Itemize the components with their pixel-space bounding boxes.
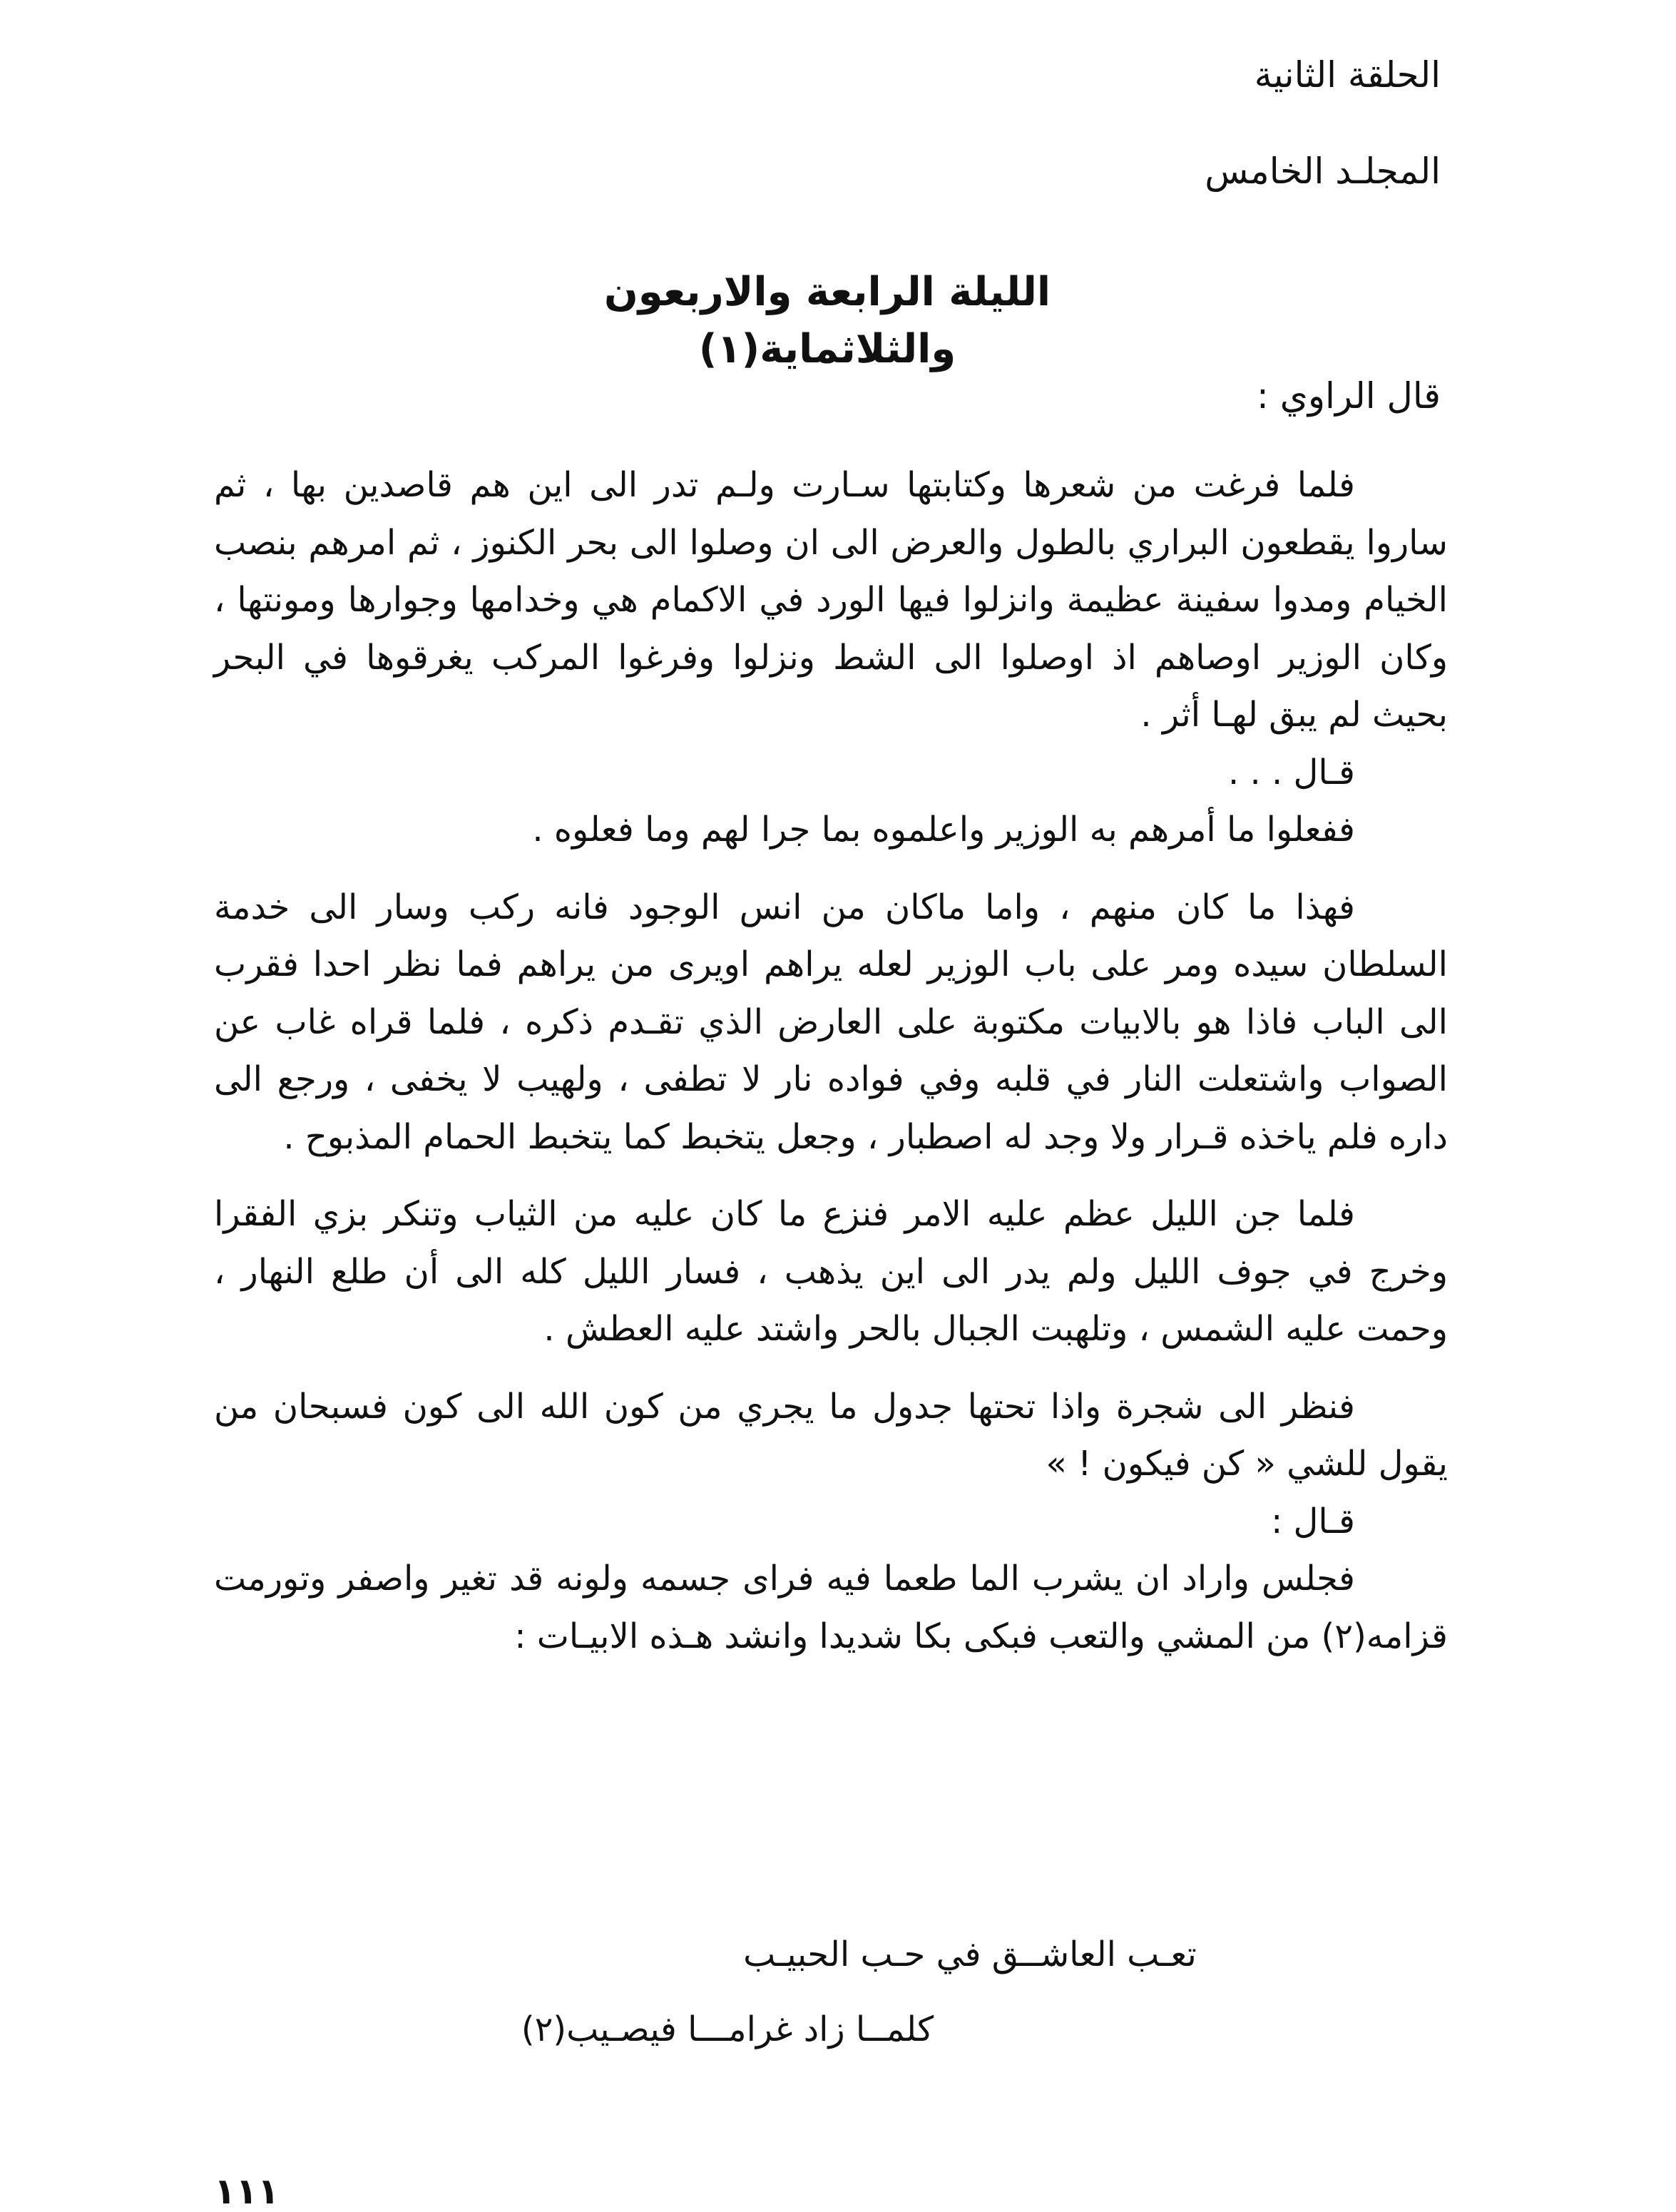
paragraph-1: فلما فرغت من شعرها وكتابتها سـارت ولـم تدر الى اين هم قاصدين بها ، ثم ساروا يقطعون البراري بالطول والعرض الى ان وصلوا الى بحر الكنوز ، ثم امرهم بنصب الخيام ومدوا سفينة عظيمة وانزلوا فيها الورد في الاكمام هي وخدامها وجوارها ومونتها ، وكان الوزير اوصاهم اذ اوصلوا الى الشط ونزلوا وفرغوا المركب يغرقوها في البحر بحيث لم يبق لهـا أثر . bbox=[214, 465, 1448, 735]
chapter-title: الليلة الرابعة والاربعون والثلاثماية(١) bbox=[603, 269, 1051, 372]
paragraph-5: فنظر الى شجرة واذا تحتها جدول ما يجري من كون الله الى كون فسبحان من يقول للشي « كن فيكون ! » bbox=[214, 1386, 1448, 1484]
said-line-1: قـال . . . bbox=[1227, 752, 1355, 792]
paragraph-2: ففعلوا ما أمرهم به الوزير واعلموه بما جرا لهم وما فعلوه . bbox=[532, 810, 1355, 850]
paragraph-gap bbox=[214, 859, 1448, 879]
paragraph-4: فلما جن الليل عظم عليه الامر فنزع ما كان عليه من الثياب وتنكر بزي الفقرا وخرج في جوف الليل ولم يدر الى اين يذهب ، فسار الليل كله الى أن طلع النهار ، وحمت عليه الشمس ، وتلهبت الجبال بالحر واشتد عليه العطش . bbox=[214, 1194, 1448, 1349]
verse-line-1: تعـب العاشــق في حـب الحبيـب bbox=[743, 1935, 1197, 1974]
paragraph-gap bbox=[214, 1166, 1448, 1186]
series-label: الحلقة الثانية bbox=[1254, 54, 1441, 96]
said-line-2: قـال : bbox=[1271, 1501, 1355, 1541]
narrator-line: قال الراوي : bbox=[1257, 375, 1441, 417]
verse-line-2: كلمــا زاد غرامـــا فيصـيب(٢) bbox=[521, 2009, 934, 2049]
body-text bbox=[214, 457, 1448, 1665]
paragraph-6: فجلس واراد ان يشرب الما طعما فيه فراى جسمه ولونه قد تغير واصفر وتورمت قزامه(٢) من المشي والتعب فبكى بكا شديدا وانشد هـذه الابيـات : bbox=[214, 1559, 1448, 1656]
paragraph-gap bbox=[214, 1358, 1448, 1378]
volume-label: المجلـد الخامس bbox=[1205, 151, 1441, 192]
paragraph-3: فهذا ما كان منهم ، واما ماكان من انس الوجود فانه ركب وسار الى خدمة السلطان سيده ومر على باب الوزير لعله يراهم اويرى من يراهم فما نظر احدا فقرب الى الباب فاذا هو بالابيات مكتوبة على العارض الذي تقـدم ذكره ، فلما قراه غاب عن الصواب واشتعلت النار في قلبه وفي فواده نار لا تطفى ، ولهيب لا يخفى ، ورجع الى داره فلم ياخذه قـرار ولا وجد له اصطبار ، وجعل يتخبط كما يتخبط الحمام المذبوح . bbox=[214, 887, 1448, 1157]
page-number: ١١١ bbox=[214, 2171, 280, 2212]
